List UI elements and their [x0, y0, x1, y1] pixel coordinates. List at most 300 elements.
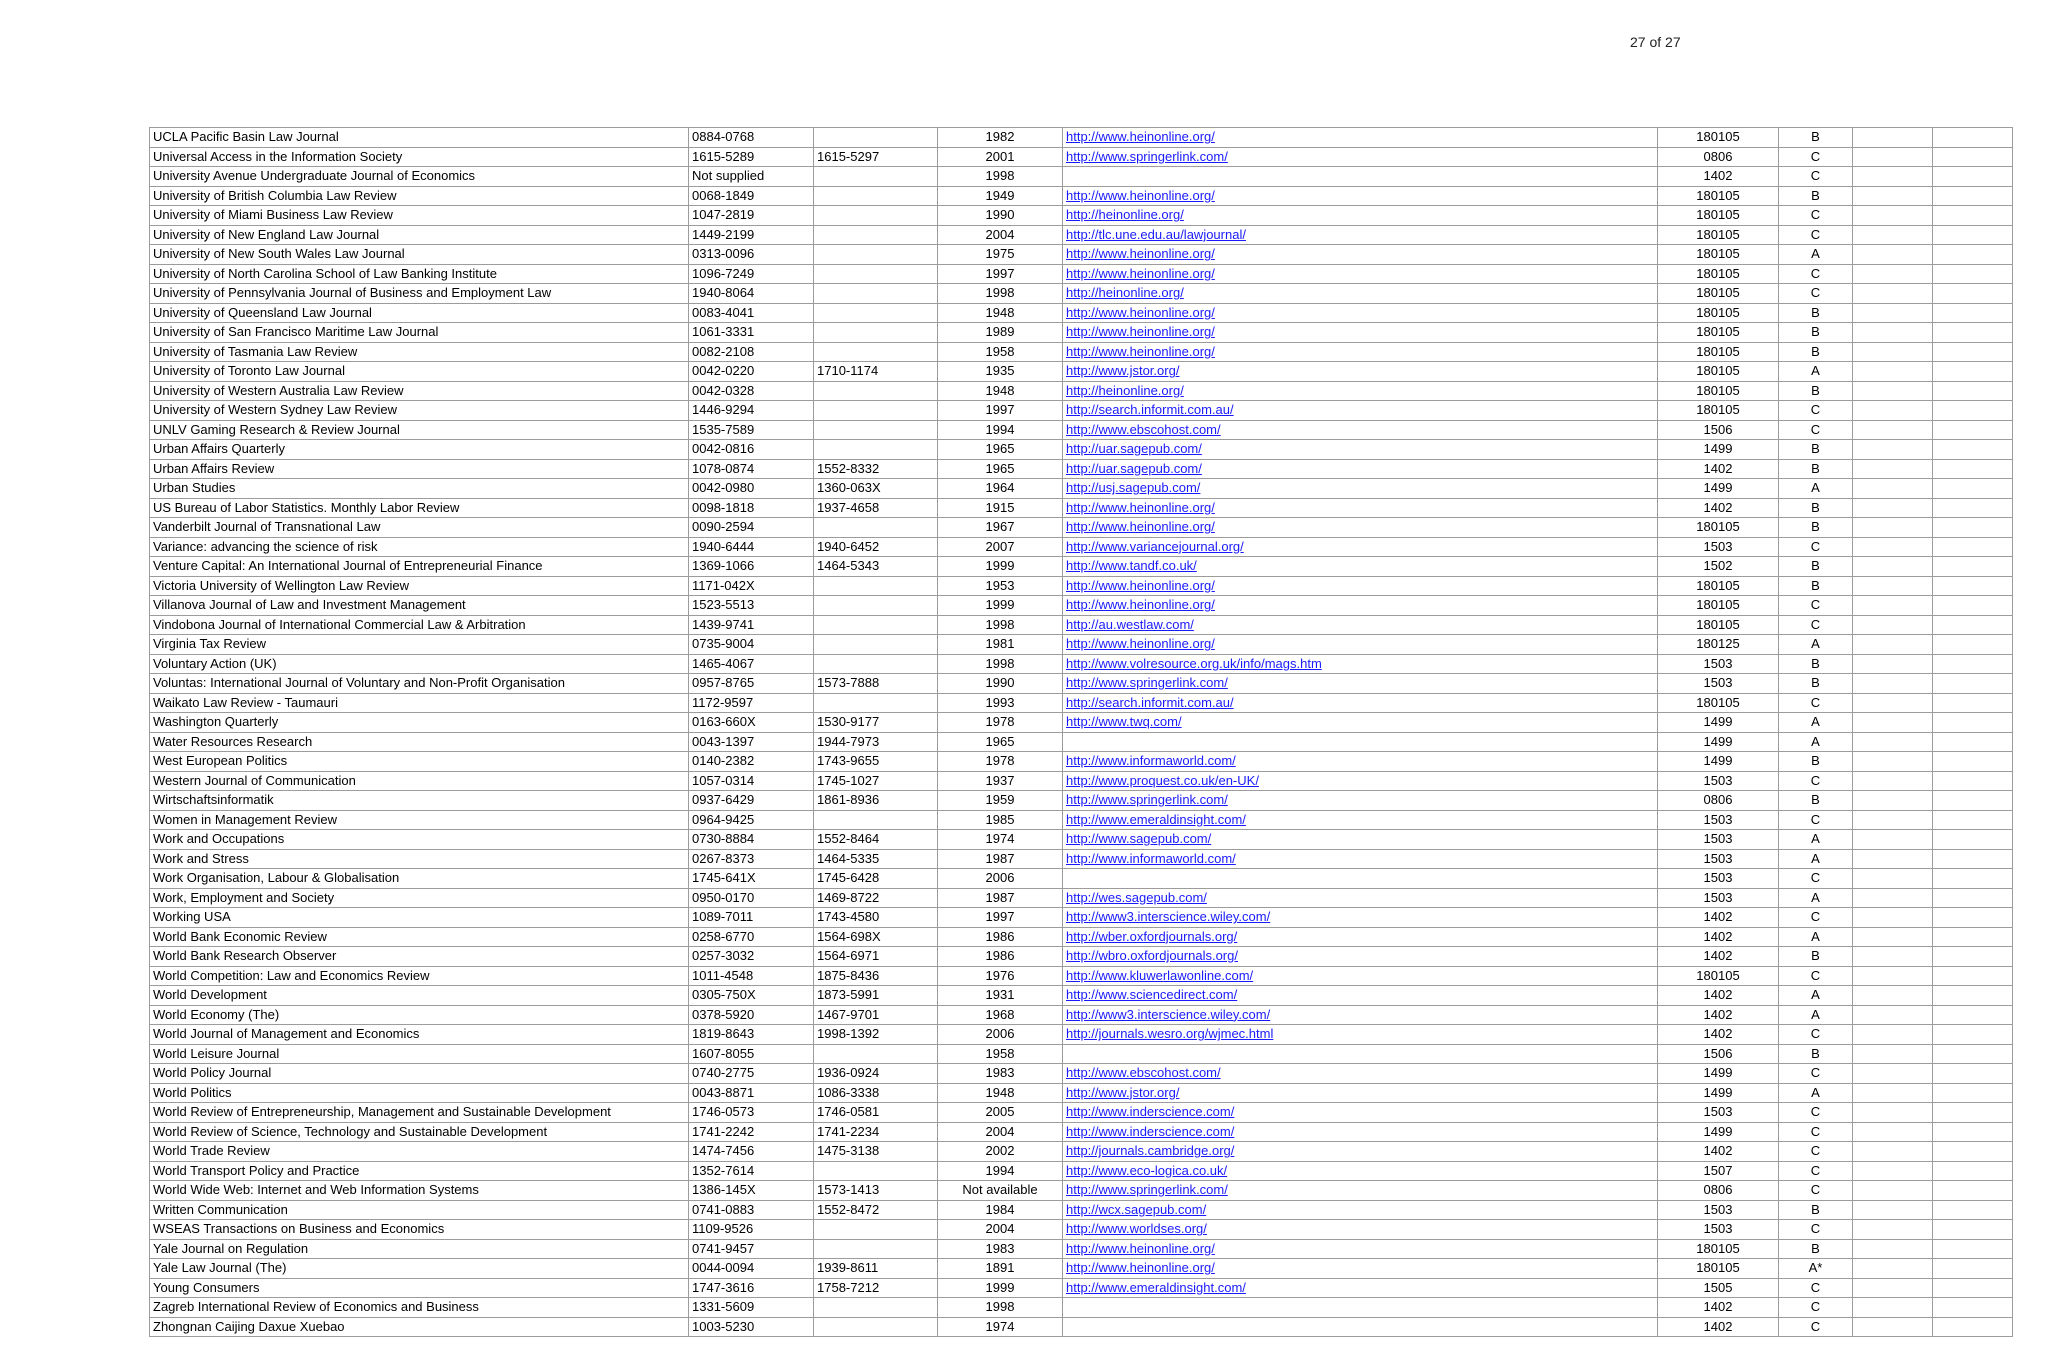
url-cell: [1063, 557, 1658, 577]
journal-url-link[interactable]: http://www.heinonline.org/: [1066, 246, 1215, 262]
issn-cell: 1940-8064: [689, 284, 814, 304]
rank-cell: C: [1779, 206, 1853, 226]
journal-url-link[interactable]: http://www.informaworld.com/: [1066, 753, 1236, 769]
empty-cell: [1853, 966, 1933, 986]
empty-cell: [1853, 323, 1933, 343]
empty-cell: [1853, 498, 1933, 518]
issn-cell: 0735-9004: [689, 635, 814, 655]
empty-cell: [1933, 713, 2013, 733]
for-code-cell: 1503: [1658, 1103, 1779, 1123]
year-cell: 1987: [938, 849, 1063, 869]
rank-cell: C: [1779, 1181, 1853, 1201]
year-cell: 1999: [938, 1278, 1063, 1298]
eissn-cell: [814, 381, 938, 401]
table-row: [150, 752, 2013, 772]
table-row: [150, 927, 2013, 947]
rank-cell: C: [1779, 1122, 1853, 1142]
for-code-cell: 1499: [1658, 440, 1779, 460]
journal-url-link[interactable]: http://www.proquest.co.uk/en-UK/: [1066, 772, 1259, 788]
year-cell: 1935: [938, 362, 1063, 382]
table-row: [150, 1064, 2013, 1084]
empty-cell: [1853, 1103, 1933, 1123]
table-row: [150, 1317, 2013, 1337]
year-cell: 1964: [938, 479, 1063, 499]
journal-url-link[interactable]: http://journals.cambridge.org/: [1066, 1143, 1235, 1159]
empty-cell: [1853, 1259, 1933, 1279]
eissn-cell: [814, 693, 938, 713]
journal-title-cell: Urban Studies: [150, 479, 689, 499]
journal-url-link[interactable]: http://www.heinonline.org/: [1066, 304, 1215, 320]
eissn-cell: [814, 518, 938, 538]
empty-cell: [1853, 927, 1933, 947]
rank-cell: B: [1779, 557, 1853, 577]
year-cell: 1986: [938, 927, 1063, 947]
empty-cell: [1853, 869, 1933, 889]
empty-cell: [1853, 381, 1933, 401]
table-row: [150, 167, 2013, 187]
journal-title-cell: World Development: [150, 986, 689, 1006]
journal-title-cell: World Politics: [150, 1083, 689, 1103]
rank-cell: C: [1779, 1142, 1853, 1162]
year-cell: 2006: [938, 869, 1063, 889]
empty-cell: [1853, 908, 1933, 928]
empty-cell: [1853, 791, 1933, 811]
issn-cell: 0730-8884: [689, 830, 814, 850]
rank-cell: B: [1779, 459, 1853, 479]
empty-cell: [1933, 479, 2013, 499]
rank-cell: C: [1779, 1161, 1853, 1181]
journal-url-link[interactable]: http://search.informit.com.au/: [1066, 694, 1234, 710]
issn-cell: 0042-0980: [689, 479, 814, 499]
table-row: [150, 810, 2013, 830]
empty-cell: [1853, 537, 1933, 557]
for-code-cell: 1402: [1658, 986, 1779, 1006]
table-row: [150, 420, 2013, 440]
rank-cell: B: [1779, 186, 1853, 206]
journal-title-cell: University of Tasmania Law Review: [150, 342, 689, 362]
issn-cell: 1331-5609: [689, 1298, 814, 1318]
empty-cell: [1853, 986, 1933, 1006]
issn-cell: 0090-2594: [689, 518, 814, 538]
journal-url-link[interactable]: http://heinonline.org/: [1066, 285, 1184, 301]
url-cell: [1063, 732, 1658, 752]
eissn-cell: 1746-0581: [814, 1103, 938, 1123]
rank-cell: C: [1779, 869, 1853, 889]
year-cell: 1997: [938, 264, 1063, 284]
table-row: [150, 732, 2013, 752]
journal-title-cell: Work, Employment and Society: [150, 888, 689, 908]
for-code-cell: 1503: [1658, 849, 1779, 869]
table-row: [150, 830, 2013, 850]
empty-cell: [1933, 947, 2013, 967]
empty-cell: [1933, 810, 2013, 830]
table-row: [150, 537, 2013, 557]
url-cell: [1063, 576, 1658, 596]
journal-url-link[interactable]: http://www.heinonline.org/: [1066, 129, 1215, 145]
journal-url-link[interactable]: http://wes.sagepub.com/: [1066, 889, 1207, 905]
empty-cell: [1933, 186, 2013, 206]
year-cell: 1937: [938, 771, 1063, 791]
eissn-cell: 1469-8722: [814, 888, 938, 908]
journal-url-link[interactable]: http://heinonline.org/: [1066, 382, 1184, 398]
for-code-cell: 1499: [1658, 1064, 1779, 1084]
table-row: [150, 1142, 2013, 1162]
for-code-cell: 1402: [1658, 1005, 1779, 1025]
journal-url-link[interactable]: http://www.heinonline.org/: [1066, 636, 1215, 652]
url-cell: [1063, 225, 1658, 245]
table-row: [150, 1278, 2013, 1298]
year-cell: 1999: [938, 596, 1063, 616]
empty-cell: [1853, 557, 1933, 577]
journal-url-link[interactable]: http://www.sagepub.com/: [1066, 831, 1212, 847]
journal-url-link[interactable]: http://tlc.une.edu.au/lawjournal/: [1066, 226, 1246, 242]
rank-cell: A: [1779, 635, 1853, 655]
journal-url-link[interactable]: http://www3.interscience.wiley.com/: [1066, 1006, 1271, 1022]
rank-cell: A: [1779, 479, 1853, 499]
url-cell: [1063, 1122, 1658, 1142]
journal-url-link[interactable]: http://uar.sagepub.com/: [1066, 460, 1202, 476]
empty-cell: [1933, 908, 2013, 928]
journal-title-cell: University of New South Wales Law Journal: [150, 245, 689, 265]
url-cell: [1063, 381, 1658, 401]
journal-url-link[interactable]: http://www.worldses.org/: [1066, 1221, 1207, 1237]
journal-url-link[interactable]: http://au.westlaw.com/: [1066, 616, 1194, 632]
empty-cell: [1933, 245, 2013, 265]
rank-cell: B: [1779, 791, 1853, 811]
journal-url-link[interactable]: http://www.heinonline.org/: [1066, 597, 1215, 613]
year-cell: 1993: [938, 693, 1063, 713]
issn-cell: 1746-0573: [689, 1103, 814, 1123]
table-row: [150, 693, 2013, 713]
journal-url-link[interactable]: http://www.springerlink.com/: [1066, 675, 1228, 691]
rank-cell: A: [1779, 849, 1853, 869]
eissn-cell: 1552-8472: [814, 1200, 938, 1220]
rank-cell: A*: [1779, 1259, 1853, 1279]
for-code-cell: 180105: [1658, 284, 1779, 304]
journal-title-cell: Voluntary Action (UK): [150, 654, 689, 674]
eissn-cell: [814, 1220, 938, 1240]
year-cell: 1983: [938, 1064, 1063, 1084]
journal-url-link[interactable]: http://www3.interscience.wiley.com/: [1066, 909, 1271, 925]
rank-cell: B: [1779, 752, 1853, 772]
journal-title-cell: World Competition: Law and Economics Review: [150, 966, 689, 986]
year-cell: 1982: [938, 128, 1063, 148]
eissn-cell: 1573-7888: [814, 674, 938, 694]
issn-cell: 0378-5920: [689, 1005, 814, 1025]
year-cell: 2004: [938, 1122, 1063, 1142]
year-cell: 1998: [938, 1298, 1063, 1318]
for-code-cell: 180105: [1658, 362, 1779, 382]
empty-cell: [1933, 225, 2013, 245]
table-row: [150, 498, 2013, 518]
journal-title-cell: Zagreb International Review of Economics and Business: [150, 1298, 689, 1318]
table-row: [150, 245, 2013, 265]
for-code-cell: 180105: [1658, 576, 1779, 596]
for-code-cell: 180105: [1658, 342, 1779, 362]
journal-title-cell: World Journal of Management and Economics: [150, 1025, 689, 1045]
journal-url-link[interactable]: http://www.heinonline.org/: [1066, 519, 1215, 535]
rank-cell: B: [1779, 342, 1853, 362]
journal-url-link[interactable]: http://www.ebscohost.com/: [1066, 421, 1221, 437]
journal-title-cell: Work and Stress: [150, 849, 689, 869]
eissn-cell: [814, 1044, 938, 1064]
url-cell: [1063, 713, 1658, 733]
eissn-cell: 1573-1413: [814, 1181, 938, 1201]
journal-url-link[interactable]: http://www.emeraldinsight.com/: [1066, 1279, 1246, 1295]
for-code-cell: 180105: [1658, 128, 1779, 148]
journal-url-link[interactable]: http://wbro.oxfordjournals.org/: [1066, 948, 1238, 964]
journal-url-link[interactable]: http://www.heinonline.org/: [1066, 499, 1215, 515]
url-cell: [1063, 869, 1658, 889]
journal-url-link[interactable]: http://www.heinonline.org/: [1066, 187, 1215, 203]
rank-cell: C: [1779, 966, 1853, 986]
empty-cell: [1853, 440, 1933, 460]
year-cell: 1931: [938, 986, 1063, 1006]
journal-title-cell: Universal Access in the Information Society: [150, 147, 689, 167]
journal-title-cell: Vindobona Journal of International Commercial Law & Arbitration: [150, 615, 689, 635]
empty-cell: [1933, 128, 2013, 148]
journal-url-link[interactable]: http://www.inderscience.com/: [1066, 1123, 1235, 1139]
eissn-cell: [814, 284, 938, 304]
issn-cell: 1057-0314: [689, 771, 814, 791]
empty-cell: [1933, 342, 2013, 362]
year-cell: 2001: [938, 147, 1063, 167]
empty-cell: [1933, 1239, 2013, 1259]
url-cell: [1063, 323, 1658, 343]
year-cell: 1989: [938, 323, 1063, 343]
rank-cell: B: [1779, 498, 1853, 518]
eissn-cell: [814, 128, 938, 148]
eissn-cell: [814, 654, 938, 674]
table-row: [150, 869, 2013, 889]
journal-url-link[interactable]: http://www.volresource.org.uk/info/mags.htm: [1066, 655, 1322, 671]
url-cell: [1063, 1161, 1658, 1181]
year-cell: 1998: [938, 654, 1063, 674]
issn-cell: 1747-3616: [689, 1278, 814, 1298]
journal-url-link[interactable]: http://www.variancejournal.org/: [1066, 538, 1244, 554]
year-cell: 1987: [938, 888, 1063, 908]
eissn-cell: 1467-9701: [814, 1005, 938, 1025]
journal-url-link[interactable]: http://www.eco-logica.co.uk/: [1066, 1162, 1228, 1178]
rank-cell: B: [1779, 303, 1853, 323]
for-code-cell: 180105: [1658, 303, 1779, 323]
empty-cell: [1933, 849, 2013, 869]
journal-url-link[interactable]: http://www.informaworld.com/: [1066, 850, 1236, 866]
eissn-cell: 1086-3338: [814, 1083, 938, 1103]
empty-cell: [1933, 635, 2013, 655]
journal-table: [149, 127, 2013, 1337]
issn-cell: 1439-9741: [689, 615, 814, 635]
for-code-cell: 1502: [1658, 557, 1779, 577]
rank-cell: C: [1779, 596, 1853, 616]
journal-url-link[interactable]: http://search.informit.com.au/: [1066, 402, 1234, 418]
journal-title-cell: Young Consumers: [150, 1278, 689, 1298]
empty-cell: [1853, 1142, 1933, 1162]
empty-cell: [1933, 1122, 2013, 1142]
table-row: [150, 303, 2013, 323]
journal-title-cell: Victoria University of Wellington Law Review: [150, 576, 689, 596]
eissn-cell: 1464-5335: [814, 849, 938, 869]
empty-cell: [1933, 596, 2013, 616]
eissn-cell: 1475-3138: [814, 1142, 938, 1162]
empty-cell: [1853, 225, 1933, 245]
journal-title-cell: Yale Law Journal (The): [150, 1259, 689, 1279]
for-code-cell: 1402: [1658, 459, 1779, 479]
journal-title-cell: World Bank Economic Review: [150, 927, 689, 947]
empty-cell: [1853, 401, 1933, 421]
journal-url-link[interactable]: http://www.heinonline.org/: [1066, 343, 1215, 359]
empty-cell: [1853, 1044, 1933, 1064]
journal-url-link[interactable]: http://wber.oxfordjournals.org/: [1066, 928, 1238, 944]
eissn-cell: [814, 206, 938, 226]
eissn-cell: 1998-1392: [814, 1025, 938, 1045]
journal-url-link[interactable]: http://www.ebscohost.com/: [1066, 1065, 1221, 1081]
eissn-cell: 1940-6452: [814, 537, 938, 557]
empty-cell: [1853, 1317, 1933, 1337]
journal-url-link[interactable]: http://www.heinonline.org/: [1066, 324, 1215, 340]
url-cell: [1063, 830, 1658, 850]
empty-cell: [1933, 732, 2013, 752]
journal-url-link[interactable]: http://www.heinonline.org/: [1066, 265, 1215, 281]
eissn-cell: [814, 1317, 938, 1337]
table-row: [150, 1259, 2013, 1279]
journal-url-link[interactable]: http://usj.sagepub.com/: [1066, 480, 1201, 496]
journal-title-cell: World Review of Entrepreneurship, Management and Sustainable Development: [150, 1103, 689, 1123]
eissn-cell: 1937-4658: [814, 498, 938, 518]
empty-cell: [1933, 1161, 2013, 1181]
url-cell: [1063, 284, 1658, 304]
empty-cell: [1933, 674, 2013, 694]
journal-title-cell: Women in Management Review: [150, 810, 689, 830]
journal-title-cell: Water Resources Research: [150, 732, 689, 752]
empty-cell: [1853, 654, 1933, 674]
empty-cell: [1933, 557, 2013, 577]
issn-cell: 1474-7456: [689, 1142, 814, 1162]
journal-url-link[interactable]: http://www.tandf.co.uk/: [1066, 558, 1197, 574]
empty-cell: [1933, 518, 2013, 538]
url-cell: [1063, 849, 1658, 869]
url-cell: [1063, 401, 1658, 421]
journal-url-link[interactable]: http://www.emeraldinsight.com/: [1066, 811, 1246, 827]
empty-cell: [1933, 1103, 2013, 1123]
rank-cell: B: [1779, 1239, 1853, 1259]
rank-cell: C: [1779, 810, 1853, 830]
journal-url-link[interactable]: http://www.inderscience.com/: [1066, 1104, 1235, 1120]
issn-cell: 1109-9526: [689, 1220, 814, 1240]
for-code-cell: 180105: [1658, 1259, 1779, 1279]
empty-cell: [1933, 615, 2013, 635]
eissn-cell: 1552-8464: [814, 830, 938, 850]
journal-url-link[interactable]: http://www.twq.com/: [1066, 714, 1182, 730]
empty-cell: [1933, 1025, 2013, 1045]
for-code-cell: 1402: [1658, 947, 1779, 967]
year-cell: 2004: [938, 225, 1063, 245]
empty-cell: [1853, 771, 1933, 791]
journal-title-cell: Western Journal of Communication: [150, 771, 689, 791]
issn-cell: 0740-2775: [689, 1064, 814, 1084]
url-cell: [1063, 986, 1658, 1006]
journal-title-cell: University of Toronto Law Journal: [150, 362, 689, 382]
eissn-cell: 1530-9177: [814, 713, 938, 733]
year-cell: 1999: [938, 557, 1063, 577]
journal-url-link[interactable]: http://www.heinonline.org/: [1066, 1260, 1215, 1276]
journal-url-link[interactable]: http://www.springerlink.com/: [1066, 792, 1228, 808]
journal-title-cell: University of Queensland Law Journal: [150, 303, 689, 323]
journal-url-link[interactable]: http://heinonline.org/: [1066, 207, 1184, 223]
year-cell: 1994: [938, 420, 1063, 440]
journal-title-cell: Virginia Tax Review: [150, 635, 689, 655]
journal-url-link[interactable]: http://www.jstor.org/: [1066, 363, 1180, 379]
issn-cell: 0042-0220: [689, 362, 814, 382]
journal-url-link[interactable]: http://uar.sagepub.com/: [1066, 441, 1202, 457]
empty-cell: [1853, 596, 1933, 616]
journal-url-link[interactable]: http://wcx.sagepub.com/: [1066, 1201, 1207, 1217]
journal-url-link[interactable]: http://journals.wesro.org/wjmec.html: [1066, 1026, 1274, 1042]
journal-url-link[interactable]: http://www.jstor.org/: [1066, 1084, 1180, 1100]
eissn-cell: [814, 576, 938, 596]
table-row: [150, 1298, 2013, 1318]
issn-cell: 0042-0816: [689, 440, 814, 460]
empty-cell: [1853, 186, 1933, 206]
for-code-cell: 1499: [1658, 732, 1779, 752]
journal-url-link[interactable]: http://www.springerlink.com/: [1066, 148, 1228, 164]
journal-url-link[interactable]: http://www.springerlink.com/: [1066, 1182, 1228, 1198]
year-cell: 2002: [938, 1142, 1063, 1162]
for-code-cell: 180105: [1658, 966, 1779, 986]
issn-cell: 1172-9597: [689, 693, 814, 713]
journal-url-link[interactable]: http://www.heinonline.org/: [1066, 1240, 1215, 1256]
table-row: [150, 381, 2013, 401]
empty-cell: [1933, 1259, 2013, 1279]
rank-cell: C: [1779, 1103, 1853, 1123]
url-cell: [1063, 1317, 1658, 1337]
journal-title-cell: Variance: advancing the science of risk: [150, 537, 689, 557]
rank-cell: C: [1779, 401, 1853, 421]
issn-cell: 1369-1066: [689, 557, 814, 577]
empty-cell: [1853, 635, 1933, 655]
issn-cell: 1940-6444: [689, 537, 814, 557]
year-cell: 1997: [938, 908, 1063, 928]
rank-cell: A: [1779, 362, 1853, 382]
table-row: [150, 186, 2013, 206]
url-cell: [1063, 186, 1658, 206]
url-cell: [1063, 1064, 1658, 1084]
empty-cell: [1933, 420, 2013, 440]
url-cell: [1063, 596, 1658, 616]
empty-cell: [1853, 1064, 1933, 1084]
for-code-cell: 1499: [1658, 752, 1779, 772]
rank-cell: C: [1779, 771, 1853, 791]
issn-cell: 0741-0883: [689, 1200, 814, 1220]
url-cell: [1063, 1005, 1658, 1025]
url-cell: [1063, 342, 1658, 362]
journal-title-cell: Zhongnan Caijing Daxue Xuebao: [150, 1317, 689, 1337]
rank-cell: B: [1779, 440, 1853, 460]
empty-cell: [1853, 752, 1933, 772]
rank-cell: A: [1779, 888, 1853, 908]
for-code-cell: 1503: [1658, 537, 1779, 557]
journal-title-cell: Vanderbilt Journal of Transnational Law: [150, 518, 689, 538]
url-cell: [1063, 908, 1658, 928]
journal-url-link[interactable]: http://www.heinonline.org/: [1066, 577, 1215, 593]
journal-url-link[interactable]: http://www.kluwerlawonline.com/: [1066, 967, 1254, 983]
journal-url-link[interactable]: http://www.sciencedirect.com/: [1066, 987, 1238, 1003]
journal-title-cell: University of New England Law Journal: [150, 225, 689, 245]
empty-cell: [1853, 1278, 1933, 1298]
for-code-cell: 1506: [1658, 420, 1779, 440]
empty-cell: [1933, 537, 2013, 557]
issn-cell: 0098-1818: [689, 498, 814, 518]
